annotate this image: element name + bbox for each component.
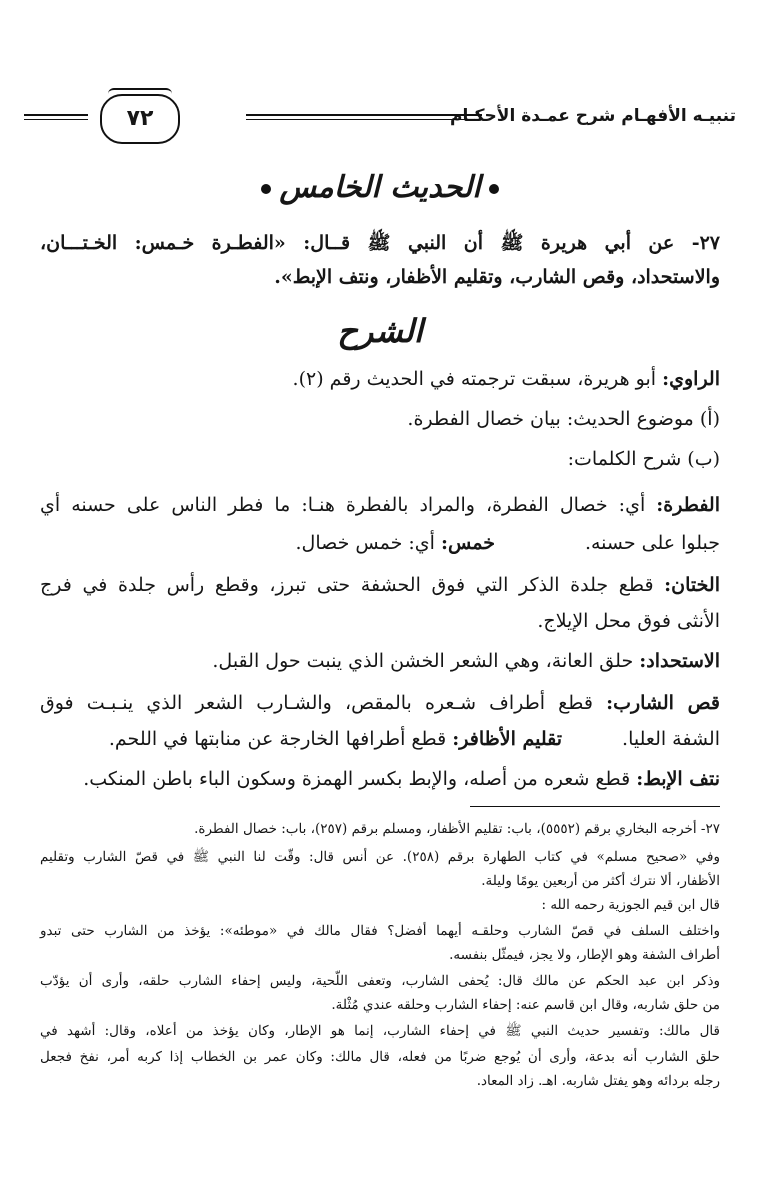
khitan-text-1: قطع جلدة الذكر التي فوق الحشفة حتى تبرز، وقطع رأس جلدة في فرج	[40, 574, 665, 596]
topic-line	[40, 404, 720, 434]
qass-line-1	[40, 688, 720, 718]
footnote-8: من حلق شاربه، وقال ابن قاسم عنه: إحفاء الشارب وحلقه عندي مُثْلة.	[331, 997, 720, 1013]
istihdad-text: حلق العانة، وهي الشعر الخشن الذي ينبت حول القبل.	[212, 650, 640, 672]
hadith-line-1: ٢٧- عن أبي هريرة ﷺ أن النبي ﷺ قــال: «الفطـرة خـمس: الخـتـــان،	[40, 232, 720, 254]
topic-label: (أ) موضوع الحديث:	[566, 408, 720, 430]
topic-text: بيان خصال الفطرة.	[407, 408, 567, 430]
qass-line-2	[40, 724, 720, 754]
taqlim-text: قطع أطرافها الخارجة عن منابتها في اللحم.	[108, 728, 453, 750]
natf-line	[40, 764, 720, 794]
rawi-line	[40, 364, 720, 394]
fitra-text-1: أي: خصال الفطرة، والمراد بالفطرة هنـا: ما فطر الناس على حسنه أي	[40, 494, 657, 516]
istihdad-label: الاستحداد:	[639, 650, 720, 672]
natf-label: نتف الإبط:	[636, 768, 720, 790]
fitra-line-1	[40, 490, 720, 520]
hadith-line-2: والاستحداد، وقص الشارب، وتقليم الأظفار، ونتف الإبط».	[274, 266, 720, 288]
header-rule	[246, 114, 482, 120]
footnote-1: ٢٧- أخرجه البخاري برقم (٥٥٥٢)، باب: تقليم الأظفار، ومسلم برقم (٢٥٧)، باب: خصال الفطرة.	[194, 821, 720, 837]
footnote-10: حلق الشارب أنه بدعة، وأرى أن يُوجع ضربًا من فعله، قال مالك: وكان عمر بن الخطاب إذا كربه أمر، نفخ فجعل	[40, 1049, 720, 1065]
fitra-line-2	[40, 528, 720, 558]
footnote-4: قال ابن قيم الجوزية رحمه الله :	[541, 897, 720, 913]
footnote-7: وذكر ابن عبد الحكم عن مالك قال: يُحفى الشارب، وتعفى اللّحية، وليس إحفاء الشارب حلقه، وأرى أن يؤدّب	[40, 973, 720, 989]
rawi-label: الراوي:	[662, 368, 720, 390]
section-title-text: الحديث الخامس	[279, 170, 481, 205]
istihdad-line	[40, 646, 720, 676]
qass-text-1: قطع أطراف شـعره بالمقص، والشـارب الشعر الذي ينـبـت فوق	[40, 692, 607, 714]
page-header	[24, 88, 736, 148]
khitan-line-2: الأنثى فوق محل الإيلاج.	[537, 610, 720, 632]
footnote-2: وفي «صحيح مسلم» في كتاب الطهارة برقم (٢٥٨). عن أنس قال: وقّت لنا النبي ﷺ في قصّ الشارب وتقليم	[40, 849, 720, 865]
fitra-text-2: جبلوا على حسنه.	[584, 532, 720, 554]
khitan-label: الختان:	[664, 574, 720, 596]
header-rule-short	[24, 114, 88, 120]
section-title	[0, 170, 760, 205]
taqlim-label: تقليم الأظافر:	[452, 728, 563, 750]
bullet-icon	[489, 184, 499, 194]
khitan-line-1	[40, 570, 720, 600]
footnote-separator	[470, 806, 720, 807]
bullet-icon	[261, 184, 271, 194]
qass-label: قص الشارب:	[606, 692, 720, 714]
fitra-label: الفطرة:	[656, 494, 720, 516]
footnote-6: أطراف الشفة وهو الإطار، ولا يجز، فيمثّل بنفسه.	[449, 947, 720, 963]
book-title: تنبيـه الأفهـام شرح عمـدة الأحكـام	[450, 106, 736, 126]
rawi-text: أبو هريرة، سبقت ترجمته في الحديث رقم (٢).	[292, 368, 663, 390]
footnote-5: واختلف السلف في قصّ الشارب وحلقـه أيهما أفضل؟ فقال مالك في «موطئه»: يؤخذ من الشارب حتى تبدو	[40, 923, 720, 939]
footnote-3: الأظفار، ألا نترك أكثر من أربعين يومًا وليلة.	[481, 873, 720, 889]
natf-text: قطع شعره من أصله، والإبط بكسر الهمزة وسكون الباء باطن المنكب.	[83, 768, 637, 790]
footnote-11: رجله بردائه وهو يفتل شاربه. اهـ. زاد المعاد.	[476, 1073, 720, 1089]
sharh-heading: الشرح	[337, 312, 423, 350]
words-heading: (ب) شرح الكلمات:	[567, 448, 720, 470]
footnote-9: قال مالك: وتفسير حديث النبي ﷺ في إحفاء الشارب، إنما هو الإطار، وكان يؤخذ من أعلاه، وقال: أشهد في	[40, 1023, 720, 1039]
qass-text-2: الشفة العليا.	[622, 728, 720, 750]
khams-label: خمس:	[440, 532, 495, 554]
page-number: ٧٢	[100, 94, 180, 144]
khams-text: أي: خمس خصال.	[295, 532, 441, 554]
